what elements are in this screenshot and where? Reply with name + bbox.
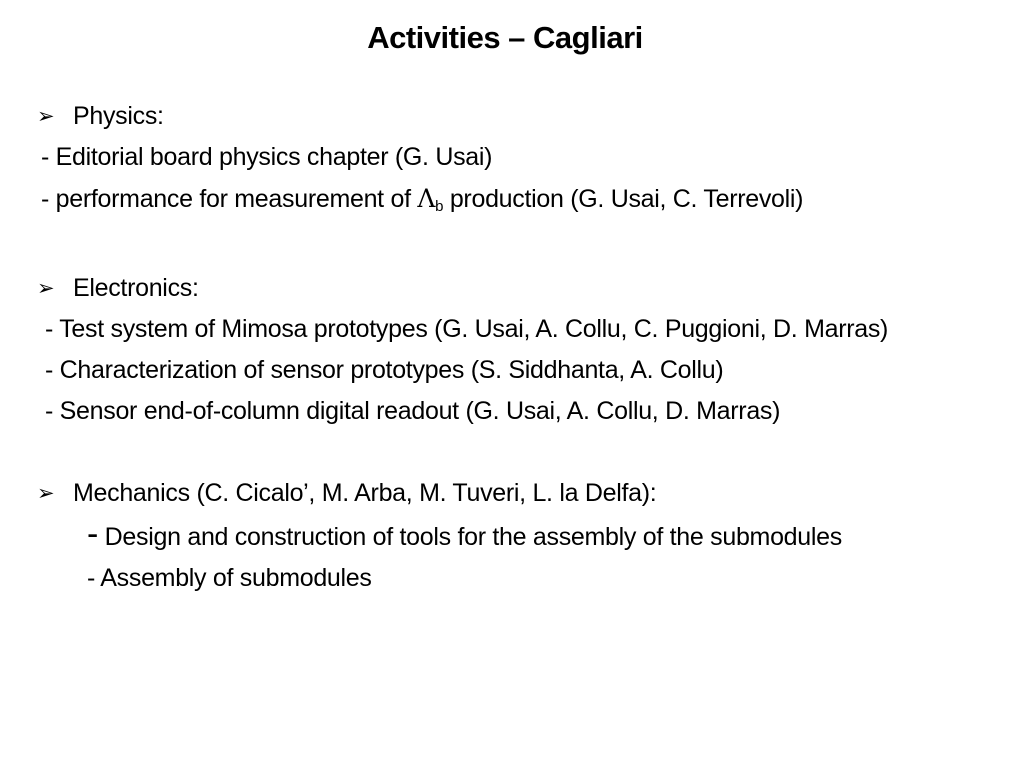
list-item: - Test system of Mimosa prototypes (G. Usai, A. Collu, C. Puggioni, D. Marras) (45, 315, 889, 343)
lambda-item-before: - performance for measurement of (41, 185, 418, 213)
item-dash: - (87, 515, 99, 553)
list-item (35, 514, 937, 558)
section-heading-electronics (35, 268, 985, 309)
lambda-item-after: production (G. Usai, C. Terrevoli) (443, 185, 804, 213)
section-heading-physics (35, 96, 985, 137)
heading-text: Physics: (73, 102, 164, 130)
heading-text: Electronics: (73, 274, 199, 302)
section-heading-mechanics (35, 473, 985, 514)
list-item: - Editorial board physics chapter (G. Usai) (41, 143, 493, 171)
list-item: - Assembly of submodules (87, 564, 372, 592)
item-text: Design and construction of tools for the assembly of the submodules (98, 523, 842, 551)
lambda-symbol: Λ (417, 184, 436, 213)
arrow-bullet-icon: ➢ (37, 481, 55, 505)
slide-body (35, 96, 985, 599)
arrow-bullet-icon: ➢ (37, 104, 55, 128)
list-item: - Sensor end-of-column digital readout (G. Usai, A. Collu, D. Marras) (45, 397, 781, 425)
arrow-bullet-icon: ➢ (37, 276, 55, 300)
list-item-lambda (35, 178, 985, 227)
slide-title: Activities – Cagliari (367, 20, 643, 55)
lambda-subscript: b (435, 198, 444, 215)
heading-text: Mechanics (C. Cicalo’, M. Arba, M. Tuveri, L. la Delfa): (73, 479, 657, 507)
list-item: - Characterization of sensor prototypes (S. Siddhanta, A. Collu) (45, 356, 724, 384)
